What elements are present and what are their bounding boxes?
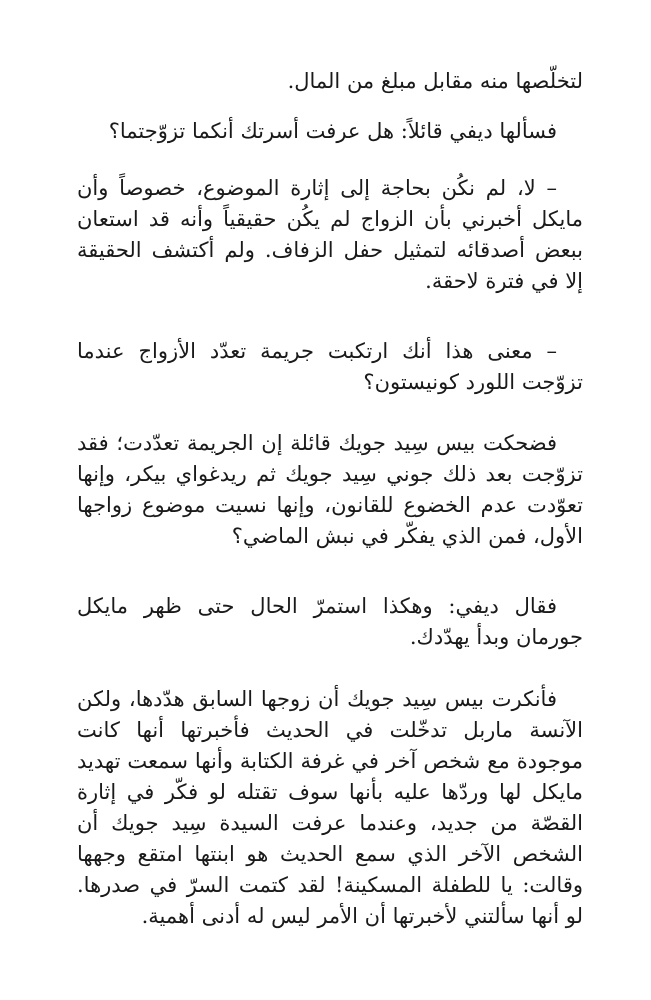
paragraph-3: – لا، لم نكُن بحاجة إلى إثارة الموضوع، خصوصاً وأن مايكل أخبرني بأن الزواج لم يكُن حقيقياً وأنه قد استعان ببعض أصدقائه لتمثيل حفل الزفاف. ولم أكتشف الحقيقة إلا في فترة لاحقة. bbox=[77, 176, 583, 293]
paragraph-4: – معنى هذا أنك ارتكبت جريمة تعدّد الأزواج عندما تزوّجت اللورد كونيستون؟ bbox=[77, 339, 583, 394]
paragraph-1: لتخلّصها منه مقابل مبلغ من المال. bbox=[287, 69, 583, 93]
paragraph-2: فسألها ديفي قائلاً: هل عرفت أسرتك أنكما تزوّجتما؟ bbox=[108, 119, 557, 143]
paragraph-6: فقال ديفي: وهكذا استمرّ الحال حتى ظهر مايكل جورمان وبدأ يهدّدك. bbox=[77, 594, 583, 649]
paragraph-7: فأنكرت بيس سِيد جويك أن زوجها السابق هدّدها، ولكن الآنسة ماربل تدخّلت في الحديث فأخبرتها أنها كانت موجودة مع شخص آخر في غرفة الكتابة وأنها سمعت تهديد مايكل لها وردّها عليه بأنها سوف تقتله لو فكّر في إثارة القصّة من جديد، وعندما عرفت السيدة سِيد جويك أن الشخص الآخر الذي سمع الحديث هو ابنتها امتقع وجهها وقالت: يا للطفلة المسكينة! لقد كتمت السرّ في صدرها. لو أنها سألتني لأخبرتها أن الأمر ليس له أدنى أهمية. bbox=[77, 687, 583, 928]
paragraph-5: فضحكت بيس سِيد جويك قائلة إن الجريمة تعدّدت؛ فقد تزوّجت بعد ذلك جوني سِيد جويك ثم ريدغواي بيكر، وإنها تعوّدت عدم الخضوع للقانون، وإنها نسيت موضوع زواجها الأول، فمن الذي يفكّر في نبش الماضي؟ bbox=[77, 431, 583, 548]
